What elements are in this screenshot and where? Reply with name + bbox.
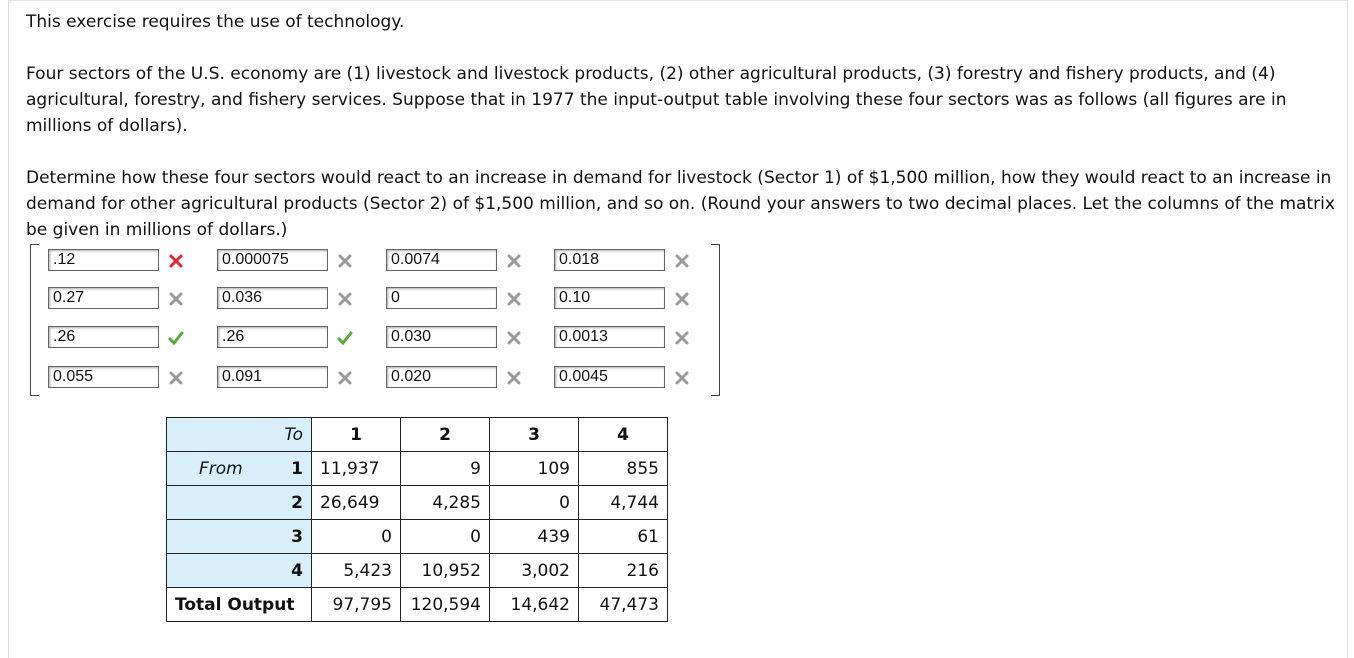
col-header-3: 3: [490, 418, 579, 452]
matrix-input-r4-c1[interactable]: [48, 366, 159, 388]
matrix-input-r3-c1[interactable]: [48, 326, 159, 348]
total-cell: 97,795: [312, 588, 401, 622]
x-icon: [674, 370, 690, 386]
col-header-4: 4: [579, 418, 668, 452]
x-icon: [337, 253, 353, 269]
x-icon: [506, 291, 522, 307]
table-cell: 4,285: [401, 486, 490, 520]
row-label-2: 2: [167, 486, 312, 520]
total-cell: 120,594: [401, 588, 490, 622]
matrix-input-r2-c3[interactable]: [386, 287, 497, 309]
matrix-input-r4-c3[interactable]: [386, 366, 497, 388]
intro-text: This exercise requires the use of technology.: [26, 12, 405, 32]
table-cell: 3,002: [490, 554, 579, 588]
row-label-3: 3: [167, 520, 312, 554]
table-cell: 0: [490, 486, 579, 520]
to-label: To: [167, 418, 312, 452]
x-icon: [337, 291, 353, 307]
matrix-input-r3-c3[interactable]: [386, 326, 497, 348]
x-icon: [674, 253, 690, 269]
table-cell: 4,744: [579, 486, 668, 520]
x-icon: [674, 291, 690, 307]
matrix-input-r2-c1[interactable]: [48, 287, 159, 309]
total-output-label: Total Output: [167, 588, 312, 622]
table-cell: 0: [312, 520, 401, 554]
row-label-4: 4: [167, 554, 312, 588]
matrix-input-r1-c2[interactable]: [217, 249, 328, 271]
matrix-right-bracket: [711, 244, 720, 396]
input-output-table: [166, 417, 668, 622]
answer-matrix: [30, 244, 720, 396]
matrix-input-r4-c4[interactable]: [554, 366, 665, 388]
x-icon: [674, 330, 690, 346]
x-icon: [337, 370, 353, 386]
table-cell: 9: [401, 452, 490, 486]
from-label: From: [199, 458, 243, 479]
problem-paragraph-2: Determine how these four sectors would react to an increase in demand for livestock (Sector 1) of $1,500 million, how they would react to an increase in demand for other agricultural products (Sector 2) of $1,500 million, and so on. (Round your answers to two decimal places. Let the columns of the matrix be given in millions of dollars.): [26, 168, 1335, 240]
matrix-input-r4-c2[interactable]: [217, 366, 328, 388]
table-cell: 0: [401, 520, 490, 554]
col-header-1: 1: [312, 418, 401, 452]
col-header-2: 2: [401, 418, 490, 452]
total-cell: 47,473: [579, 588, 668, 622]
total-cell: 14,642: [490, 588, 579, 622]
table-cell: 26,649: [312, 486, 401, 520]
wrong-x-icon: [168, 253, 184, 269]
table-cell: 11,937: [312, 452, 401, 486]
x-icon: [506, 370, 522, 386]
table-cell: 5,423: [312, 554, 401, 588]
check-icon: [337, 330, 353, 346]
matrix-input-r3-c2[interactable]: [217, 326, 328, 348]
matrix-left-bracket: [30, 244, 39, 396]
check-icon: [168, 330, 184, 346]
matrix-input-r2-c4[interactable]: [554, 287, 665, 309]
table-cell: 109: [490, 452, 579, 486]
table-cell: 439: [490, 520, 579, 554]
x-icon: [506, 253, 522, 269]
matrix-input-r2-c2[interactable]: [217, 287, 328, 309]
problem-paragraph-1: Four sectors of the U.S. economy are (1) livestock and livestock products, (2) other agricultural products, (3) forestry and fishery products, and (4) agricultural, forestry, and fishery services. Suppose that in 1977 the input-output table involving these four sectors was as follows (all figures are in millions of dollars).: [26, 64, 1287, 136]
matrix-input-r3-c4[interactable]: [554, 326, 665, 348]
matrix-input-r1-c4[interactable]: [554, 249, 665, 271]
row-label-1: From 1: [167, 452, 312, 486]
table-cell: 216: [579, 554, 668, 588]
x-icon: [168, 370, 184, 386]
matrix-input-r1-c1[interactable]: [48, 249, 159, 271]
table-cell: 10,952: [401, 554, 490, 588]
matrix-input-r1-c3[interactable]: [386, 249, 497, 271]
table-cell: 855: [579, 452, 668, 486]
table-cell: 61: [579, 520, 668, 554]
x-icon: [168, 291, 184, 307]
x-icon: [506, 330, 522, 346]
